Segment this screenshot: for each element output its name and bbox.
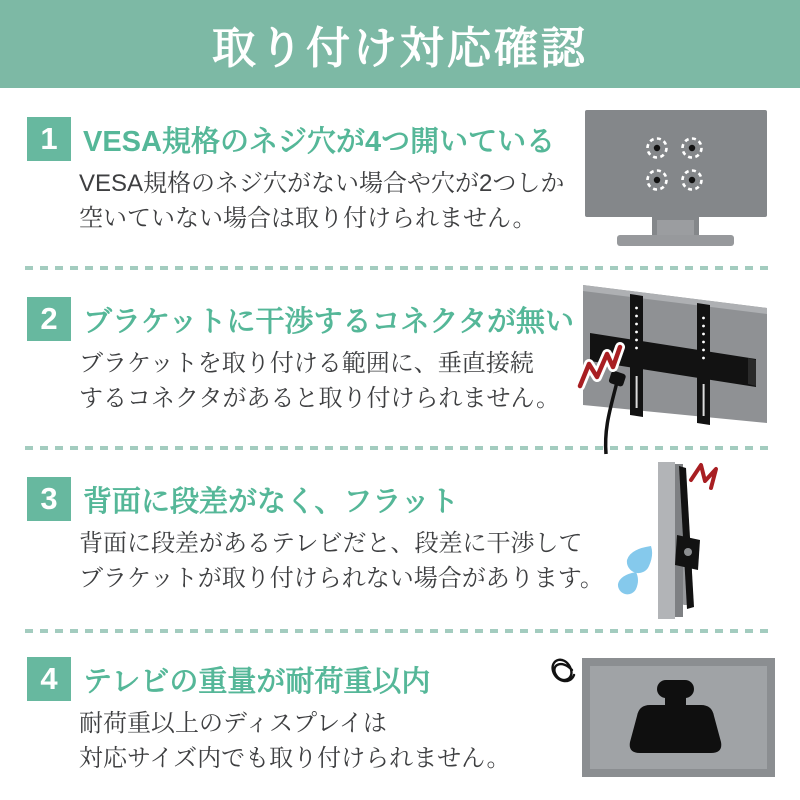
section-3-header [27, 477, 459, 521]
section-4-body [79, 706, 511, 776]
section-1-body [79, 166, 564, 236]
sweat-drops-icon [618, 546, 652, 594]
section-1-body-line-2: 空いていない場合は取り付けられません。 [79, 205, 537, 232]
section-3-body-line-1: 背面に段差があるテレビだと、段差に干渉して [79, 530, 583, 557]
tv-weight-illustration [548, 635, 800, 800]
section-4-body-line-2: 対応サイズ内でも取り付けられません。 [79, 745, 511, 772]
section-2-body-line-1: ブラケットを取り付ける範囲に、垂直接続 [79, 350, 534, 377]
header-banner [0, 0, 800, 88]
section-divider-1 [25, 266, 775, 270]
section-4-number-badge: 4 [27, 657, 71, 701]
section-2-body [79, 346, 560, 416]
section-2-heading: ブラケットに干渉するコネクタが無い [83, 305, 574, 338]
section-1-body-line-1: VESA規格のネジ穴がない場合や穴が2つしか [79, 170, 565, 197]
section-4-header [27, 657, 430, 701]
tv-rear-illustration [560, 100, 790, 250]
section-1-heading: VESA規格のネジ穴が4つ開いている [83, 125, 556, 158]
section-3-number-badge: 3 [27, 477, 71, 521]
strain-scribble-icon [553, 660, 574, 681]
tv-back-panel [585, 110, 767, 217]
connector-bar-endcap [748, 358, 756, 386]
tv-stand-base [617, 235, 734, 246]
section-1-number-badge: 1 [27, 117, 71, 161]
section-2-header [27, 297, 574, 341]
tv-side-front [658, 462, 675, 619]
section-1-header [27, 117, 555, 161]
tv-stand-neck [657, 220, 694, 237]
section-3-heading: 背面に段差がなく、フラット [83, 485, 459, 518]
section-3-body-line-2: ブラケットが取り付けられない場合があります。 [79, 565, 604, 592]
mount-bracket-right [697, 303, 710, 425]
section-4-body-line-1: 耐荷重以上のディスプレイは [79, 710, 387, 737]
section-divider-3 [25, 629, 775, 633]
section-4-heading: テレビの重量が耐荷重以内 [83, 665, 431, 698]
section-3-body [79, 526, 604, 596]
section-2-body-line-2: するコネクタがあると取り付けられません。 [79, 385, 560, 412]
tv-rear-bracket-illustration [560, 280, 790, 455]
section-divider-2 [25, 446, 775, 450]
page-title: 取り付け対応確認 [212, 24, 588, 73]
section-2-number-badge: 2 [27, 297, 71, 341]
alert-zigzag-icon [691, 465, 716, 488]
mount-bracket-left [630, 294, 643, 417]
tv-side-view-illustration [560, 455, 790, 630]
